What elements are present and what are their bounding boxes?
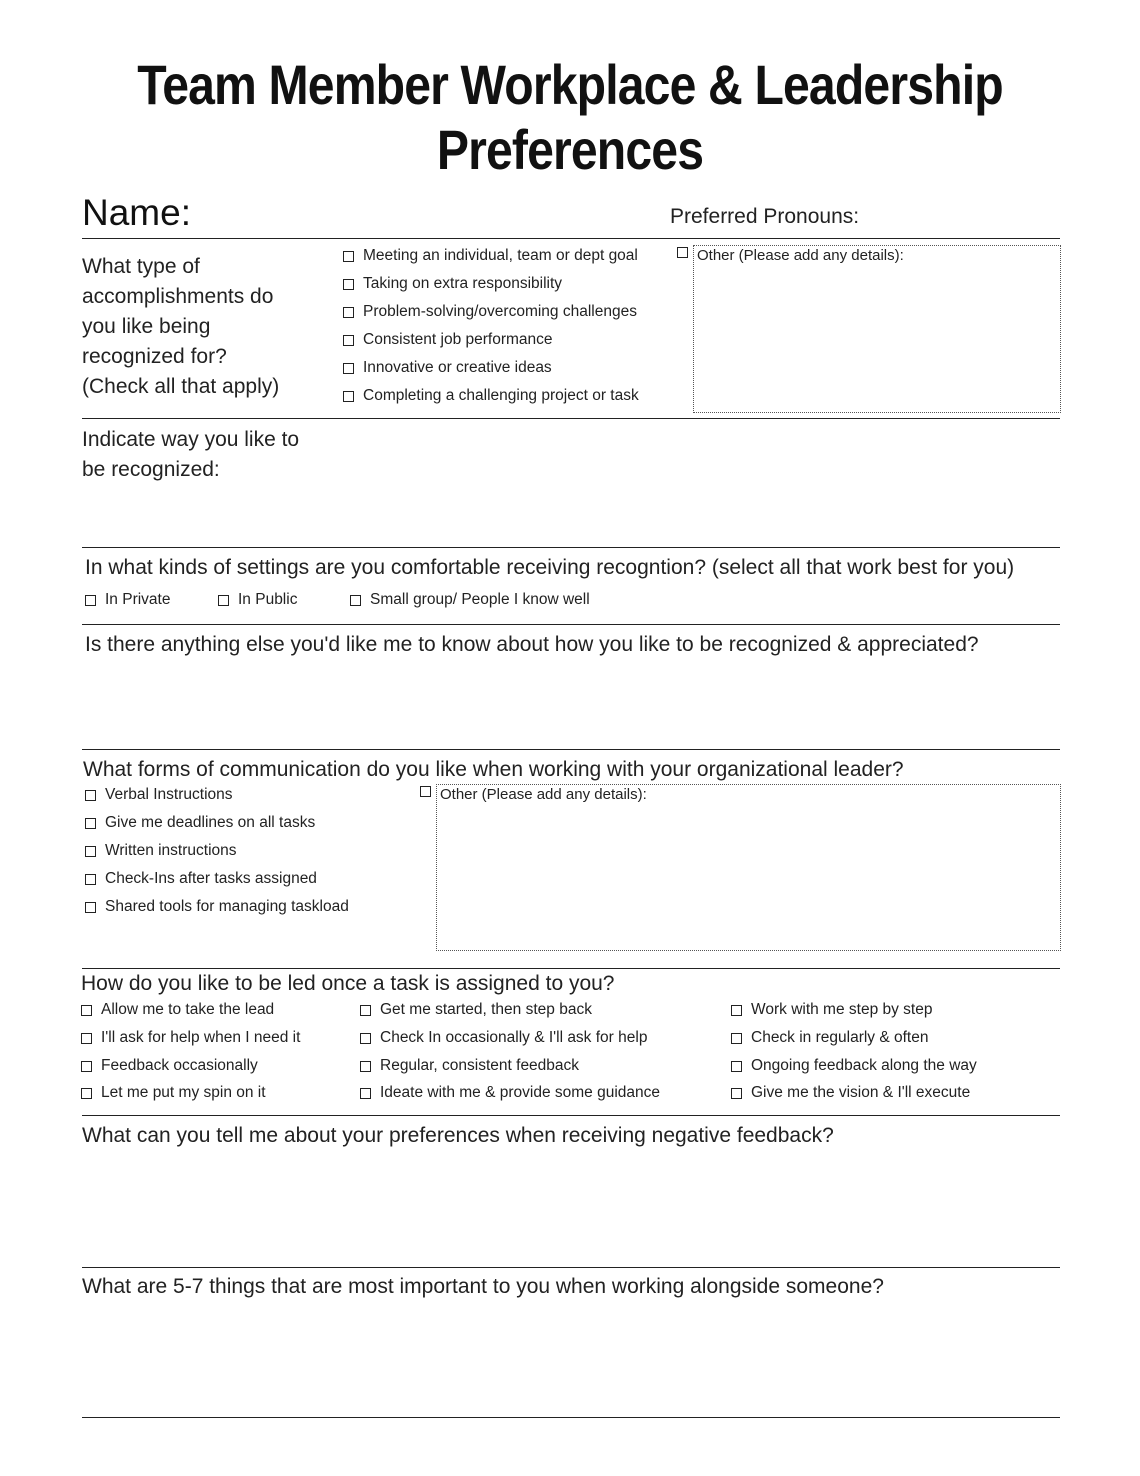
divider	[82, 418, 1060, 419]
negative-feedback-question: What can you tell me about your preferences when receiving negative feedback?	[82, 1124, 834, 1147]
checkbox-option[interactable]: Written instructions	[85, 842, 237, 860]
pronouns-label: Preferred Pronouns:	[670, 205, 860, 228]
checkbox-option-other[interactable]	[420, 786, 437, 797]
checkbox[interactable]	[343, 279, 354, 290]
other-details-field[interactable]	[436, 784, 1061, 951]
checkbox-option[interactable]: Problem-solving/overcoming challenges	[343, 303, 637, 321]
checkbox-option[interactable]: Feedback occasionally	[81, 1057, 258, 1075]
anything-else-question: Is there anything else you'd like me to know about how you like to be recognized & appreciated?	[85, 633, 979, 656]
checkbox-option[interactable]: Give me deadlines on all tasks	[85, 814, 315, 832]
checkbox-option[interactable]: Check in regularly & often	[731, 1029, 928, 1047]
name-label: Name:	[82, 192, 191, 233]
checkbox[interactable]	[81, 1033, 92, 1044]
checkbox-option[interactable]: I'll ask for help when I need it	[81, 1029, 300, 1047]
accomplishments-question: What type of accomplishments do you like being recognized for? (Check all that apply)	[82, 255, 280, 398]
checkbox[interactable]	[85, 818, 96, 829]
checkbox[interactable]	[218, 595, 229, 606]
checkbox[interactable]	[85, 846, 96, 857]
checkbox-option[interactable]: Meeting an individual, team or dept goal	[343, 247, 638, 265]
checkbox-option-other[interactable]	[677, 247, 694, 258]
checkbox[interactable]	[343, 251, 354, 262]
checkbox-option[interactable]: Give me the vision & I'll execute	[731, 1084, 970, 1102]
other-details-field[interactable]	[693, 245, 1061, 413]
page-title: Team Member Workplace & Leadership Preferences	[137, 53, 1003, 181]
checkbox[interactable]	[677, 247, 688, 258]
divider	[82, 624, 1060, 625]
communication-question: What forms of communication do you like when working with your organizational leader?	[83, 758, 904, 781]
divider	[82, 749, 1060, 750]
checkbox-option[interactable]: Get me started, then step back	[360, 1001, 592, 1019]
checkbox[interactable]	[731, 1033, 742, 1044]
divider	[82, 1267, 1060, 1268]
checkbox-option[interactable]: Ideate with me & provide some guidance	[360, 1084, 660, 1102]
checkbox-option[interactable]: Check In occasionally & I'll ask for help	[360, 1029, 647, 1047]
checkbox-option[interactable]: In Public	[218, 591, 297, 609]
checkbox-option[interactable]: Innovative or creative ideas	[343, 359, 552, 377]
checkbox[interactable]	[85, 595, 96, 606]
checkbox-option[interactable]: Consistent job performance	[343, 331, 553, 349]
checkbox[interactable]	[360, 1033, 371, 1044]
checkbox-option[interactable]: Let me put my spin on it	[81, 1084, 266, 1102]
checkbox-option[interactable]: Completing a challenging project or task	[343, 387, 639, 405]
checkbox-option[interactable]: Regular, consistent feedback	[360, 1057, 579, 1075]
divider	[82, 1417, 1060, 1418]
checkbox[interactable]	[360, 1088, 371, 1099]
checkbox[interactable]	[85, 790, 96, 801]
checkbox-option[interactable]: Taking on extra responsibility	[343, 275, 562, 293]
checkbox[interactable]	[420, 786, 431, 797]
checkbox-option[interactable]: Ongoing feedback along the way	[731, 1057, 977, 1075]
divider	[82, 1115, 1060, 1116]
divider	[82, 547, 1060, 548]
checkbox-option[interactable]: Shared tools for managing taskload	[85, 898, 349, 916]
checkbox[interactable]	[85, 874, 96, 885]
important-things-question: What are 5-7 things that are most important to you when working alongside someone?	[82, 1275, 884, 1298]
checkbox-option[interactable]: Verbal Instructions	[85, 786, 233, 804]
checkbox[interactable]	[731, 1061, 742, 1072]
other-details-label: Other (Please add any details):	[697, 247, 904, 264]
checkbox-option[interactable]: In Private	[85, 591, 170, 609]
recognition-way-question: Indicate way you like to be recognized:	[82, 428, 300, 481]
settings-question: In what kinds of settings are you comfortable receiving recogntion? (select all that work best for you)	[85, 556, 1015, 579]
other-details-label: Other (Please add any details):	[440, 786, 647, 803]
checkbox[interactable]	[81, 1088, 92, 1099]
divider	[82, 238, 1060, 239]
checkbox[interactable]	[81, 1005, 92, 1016]
checkbox[interactable]	[343, 391, 354, 402]
checkbox[interactable]	[85, 902, 96, 913]
checkbox[interactable]	[360, 1061, 371, 1072]
checkbox[interactable]	[731, 1005, 742, 1016]
checkbox[interactable]	[731, 1088, 742, 1099]
checkbox[interactable]	[81, 1061, 92, 1072]
checkbox[interactable]	[360, 1005, 371, 1016]
checkbox[interactable]	[343, 335, 354, 346]
checkbox[interactable]	[350, 595, 361, 606]
led-question: How do you like to be led once a task is assigned to you?	[81, 972, 615, 995]
checkbox-option[interactable]: Check-Ins after tasks assigned	[85, 870, 317, 888]
checkbox[interactable]	[343, 363, 354, 374]
checkbox-option[interactable]: Work with me step by step	[731, 1001, 932, 1019]
checkbox-option[interactable]: Small group/ People I know well	[350, 591, 590, 609]
checkbox[interactable]	[343, 307, 354, 318]
checkbox-option[interactable]: Allow me to take the lead	[81, 1001, 274, 1019]
